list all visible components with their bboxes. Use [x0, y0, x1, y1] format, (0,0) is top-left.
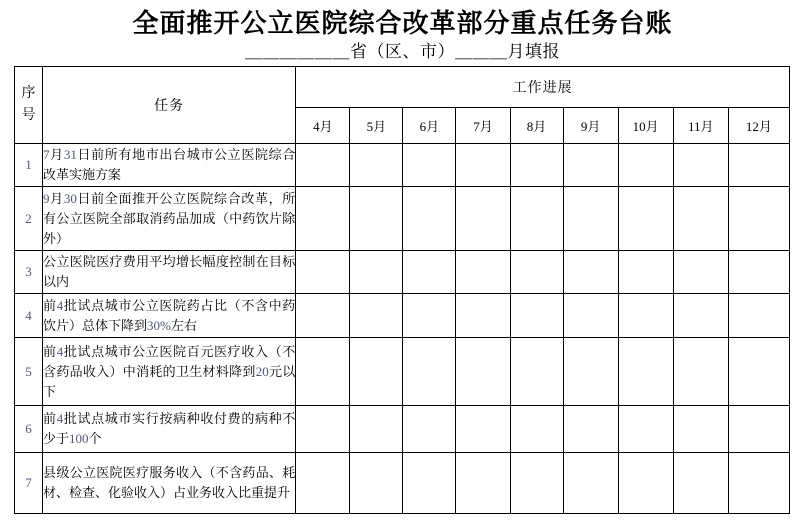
progress-cell[interactable]	[350, 251, 403, 294]
progress-cell[interactable]	[403, 294, 456, 338]
progress-cell[interactable]	[296, 144, 350, 187]
progress-cell[interactable]	[618, 406, 673, 453]
page-title: 全面推开公立医院综合改革部分重点任务台账	[132, 9, 673, 38]
progress-cell[interactable]	[296, 453, 350, 514]
progress-cell[interactable]	[456, 187, 510, 251]
progress-cell[interactable]	[673, 251, 728, 294]
task-text: 前4批试点城市公立医院药占比（不含中药饮片）总体下降到30%左右	[43, 294, 296, 338]
table-row	[15, 294, 790, 338]
row-index: 4	[15, 294, 43, 338]
row-index: 2	[15, 187, 43, 251]
progress-cell[interactable]	[296, 406, 350, 453]
table-row	[15, 251, 790, 294]
progress-cell[interactable]	[618, 251, 673, 294]
row-index: 7	[15, 453, 43, 514]
progress-cell[interactable]	[350, 406, 403, 453]
column-header-month: 7月	[456, 108, 510, 144]
progress-cell[interactable]	[296, 338, 350, 406]
progress-cell[interactable]	[673, 144, 728, 187]
progress-cell[interactable]	[403, 406, 456, 453]
task-text: 前4批试点城市实行按病种收付费的病种不少于100个	[43, 406, 296, 453]
progress-cell[interactable]	[350, 294, 403, 338]
progress-cell[interactable]	[403, 251, 456, 294]
progress-cell[interactable]	[618, 338, 673, 406]
table-row	[15, 453, 790, 514]
progress-cell[interactable]	[728, 338, 789, 406]
progress-cell[interactable]	[728, 406, 789, 453]
progress-cell[interactable]	[456, 338, 510, 406]
progress-cell[interactable]	[728, 187, 789, 251]
progress-cell[interactable]	[618, 144, 673, 187]
progress-cell[interactable]	[403, 144, 456, 187]
table-row	[15, 338, 790, 406]
progress-cell[interactable]	[728, 294, 789, 338]
table-row	[15, 187, 790, 251]
task-text: 公立医院医疗费用平均增长幅度控制在目标以内	[43, 251, 296, 294]
progress-cell[interactable]	[510, 144, 563, 187]
progress-cell[interactable]	[456, 406, 510, 453]
report-subtitle: ＿＿＿＿＿＿省（区、市）＿＿＿月填报	[245, 42, 560, 61]
column-header-month: 9月	[563, 108, 618, 144]
progress-cell[interactable]	[296, 294, 350, 338]
column-header-month: 11月	[673, 108, 728, 144]
progress-cell[interactable]	[618, 294, 673, 338]
progress-cell[interactable]	[563, 187, 618, 251]
column-header-month: 8月	[510, 108, 563, 144]
progress-cell[interactable]	[296, 251, 350, 294]
task-text: 前4批试点城市公立医院百元医疗收入（不含药品收入）中消耗的卫生材料降到20元以下	[43, 338, 296, 406]
column-header-month: 6月	[403, 108, 456, 144]
column-header-month: 4月	[296, 108, 350, 144]
progress-cell[interactable]	[673, 406, 728, 453]
progress-cell[interactable]	[456, 294, 510, 338]
row-index: 3	[15, 251, 43, 294]
column-header-month: 5月	[350, 108, 403, 144]
progress-cell[interactable]	[456, 453, 510, 514]
progress-cell[interactable]	[728, 251, 789, 294]
progress-cell[interactable]	[403, 187, 456, 251]
progress-cell[interactable]	[296, 187, 350, 251]
progress-cell[interactable]	[563, 294, 618, 338]
progress-cell[interactable]	[403, 453, 456, 514]
progress-cell[interactable]	[618, 453, 673, 514]
column-header-index: 序号	[15, 67, 43, 144]
column-header-month: 10月	[618, 108, 673, 144]
row-index: 1	[15, 144, 43, 187]
progress-cell[interactable]	[510, 453, 563, 514]
row-index: 6	[15, 406, 43, 453]
progress-cell[interactable]	[673, 453, 728, 514]
progress-cell[interactable]	[563, 453, 618, 514]
column-header-task: 任务	[43, 67, 296, 144]
table-row	[15, 144, 790, 187]
progress-cell[interactable]	[510, 187, 563, 251]
progress-cell[interactable]	[456, 251, 510, 294]
progress-cell[interactable]	[510, 338, 563, 406]
progress-cell[interactable]	[673, 338, 728, 406]
task-ledger-table	[14, 66, 790, 514]
progress-cell[interactable]	[350, 338, 403, 406]
column-header-month: 12月	[728, 108, 789, 144]
progress-cell[interactable]	[563, 144, 618, 187]
progress-cell[interactable]	[728, 453, 789, 514]
progress-cell[interactable]	[673, 294, 728, 338]
progress-cell[interactable]	[673, 187, 728, 251]
progress-cell[interactable]	[510, 251, 563, 294]
progress-cell[interactable]	[618, 187, 673, 251]
table-row	[15, 406, 790, 453]
progress-cell[interactable]	[728, 144, 789, 187]
progress-cell[interactable]	[563, 251, 618, 294]
progress-cell[interactable]	[350, 453, 403, 514]
task-text: 县级公立医院医疗服务收入（不含药品、耗材、检查、化验收入）占业务收入比重提升	[43, 453, 296, 514]
progress-cell[interactable]	[350, 144, 403, 187]
progress-cell[interactable]	[563, 338, 618, 406]
progress-cell[interactable]	[563, 406, 618, 453]
progress-cell[interactable]	[510, 294, 563, 338]
progress-cell[interactable]	[350, 187, 403, 251]
row-index: 5	[15, 338, 43, 406]
task-text: 9月30日前全面推开公立医院综合改革，所有公立医院全部取消药品加成（中药饮片除外）	[43, 187, 296, 251]
progress-cell[interactable]	[456, 144, 510, 187]
progress-cell[interactable]	[510, 406, 563, 453]
task-text: 7月31日前所有地市出台城市公立医院综合改革实施方案	[43, 144, 296, 187]
column-header-progress: 工作进展	[296, 67, 790, 108]
progress-cell[interactable]	[403, 338, 456, 406]
